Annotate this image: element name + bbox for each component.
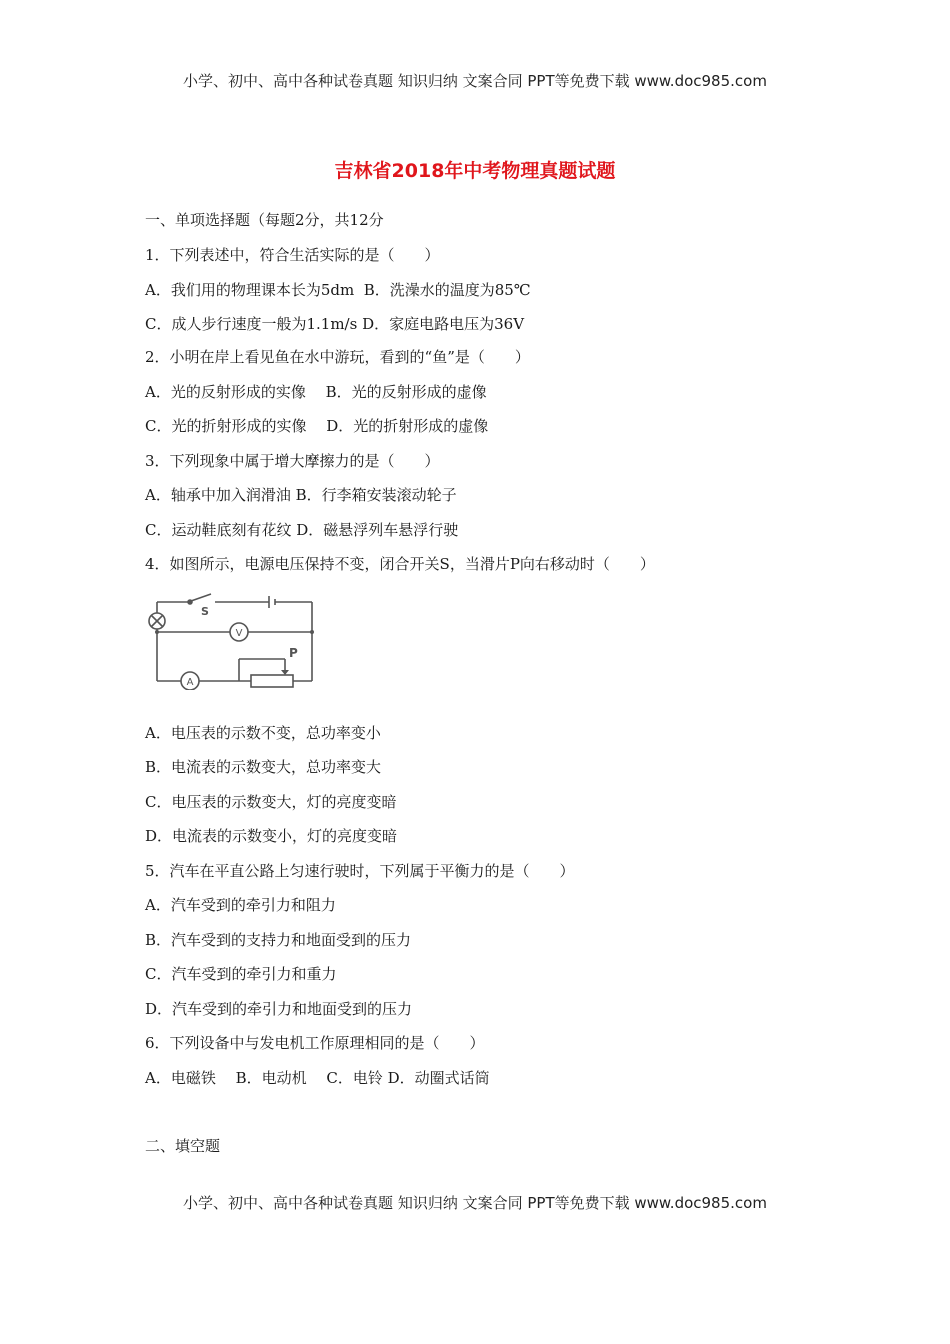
question-4-option-a: A．电压表的示数不变，总功率变小	[145, 724, 381, 742]
section-heading-1: 一、单项选择题（每题2分，共12分	[145, 211, 384, 229]
question-1-options-ab: A．我们用的物理课本长为5dm B．洗澡水的温度为85℃	[145, 281, 531, 299]
question-2-options-ab: A．光的反射形成的实像 B．光的反射形成的虚像	[145, 383, 487, 401]
question-4-option-c: C．电压表的示数变大，灯的亮度变暗	[145, 793, 397, 811]
question-4-stem: 4．如图所示，电源电压保持不变，闭合开关S，当滑片P向右移动时（ ）	[145, 555, 655, 573]
question-3-options-cd: C．运动鞋底刻有花纹 D．磁悬浮列车悬浮行驶	[145, 521, 459, 539]
question-3-options-ab: A．轴承中加入润滑油 B．行李箱安装滚动轮子	[145, 486, 457, 504]
page-title: 吉林省2018年中考物理真题试题	[334, 160, 616, 182]
section-heading-2: 二、填空题	[145, 1137, 221, 1155]
question-3-stem: 3．下列现象中属于增大摩擦力的是（ ）	[145, 452, 440, 470]
question-5-option-c: C．汽车受到的牵引力和重力	[145, 965, 337, 983]
question-4-option-d: D．电流表的示数变小，灯的亮度变暗	[145, 827, 398, 845]
question-6-options: A．电磁铁 B．电动机 C．电铃 D．动圈式话筒	[145, 1069, 490, 1087]
ammeter-label: A	[186, 677, 194, 688]
question-5-stem: 5．汽车在平直公路上匀速行驶时，下列属于平衡力的是（ ）	[145, 862, 575, 880]
slider-label: P	[289, 646, 298, 660]
page-footer: 小学、初中、高中各种试卷真题 知识归纳 文案合同 PPT等免费下载 www.doc985.com	[183, 1194, 767, 1212]
question-5-option-b: B．汽车受到的支持力和地面受到的压力	[145, 931, 412, 949]
switch-icon	[191, 594, 211, 601]
rheostat-icon	[251, 675, 293, 687]
switch-label: S	[201, 605, 209, 618]
question-4-option-b: B．电流表的示数变大，总功率变大	[145, 758, 382, 776]
voltmeter-label: V	[235, 628, 243, 639]
question-2-options-cd: C．光的折射形成的实像 D．光的折射形成的虚像	[145, 417, 489, 435]
question-1-stem: 1．下列表述中，符合生活实际的是（ ）	[145, 246, 440, 264]
question-5-option-d: D．汽车受到的牵引力和地面受到的压力	[145, 1000, 413, 1018]
circuit-diagram	[145, 590, 325, 690]
question-2-stem: 2．小明在岸上看见鱼在水中游玩，看到的“鱼”是（ ）	[145, 348, 530, 366]
question-1-options-cd: C．成人步行速度一般为1.1m/s D．家庭电路电压为36V	[145, 315, 525, 333]
question-5-option-a: A．汽车受到的牵引力和阻力	[145, 896, 336, 914]
page-header: 小学、初中、高中各种试卷真题 知识归纳 文案合同 PPT等免费下载 www.doc985.com	[183, 72, 767, 90]
question-6-stem: 6．下列设备中与发电机工作原理相同的是（ ）	[145, 1034, 485, 1052]
